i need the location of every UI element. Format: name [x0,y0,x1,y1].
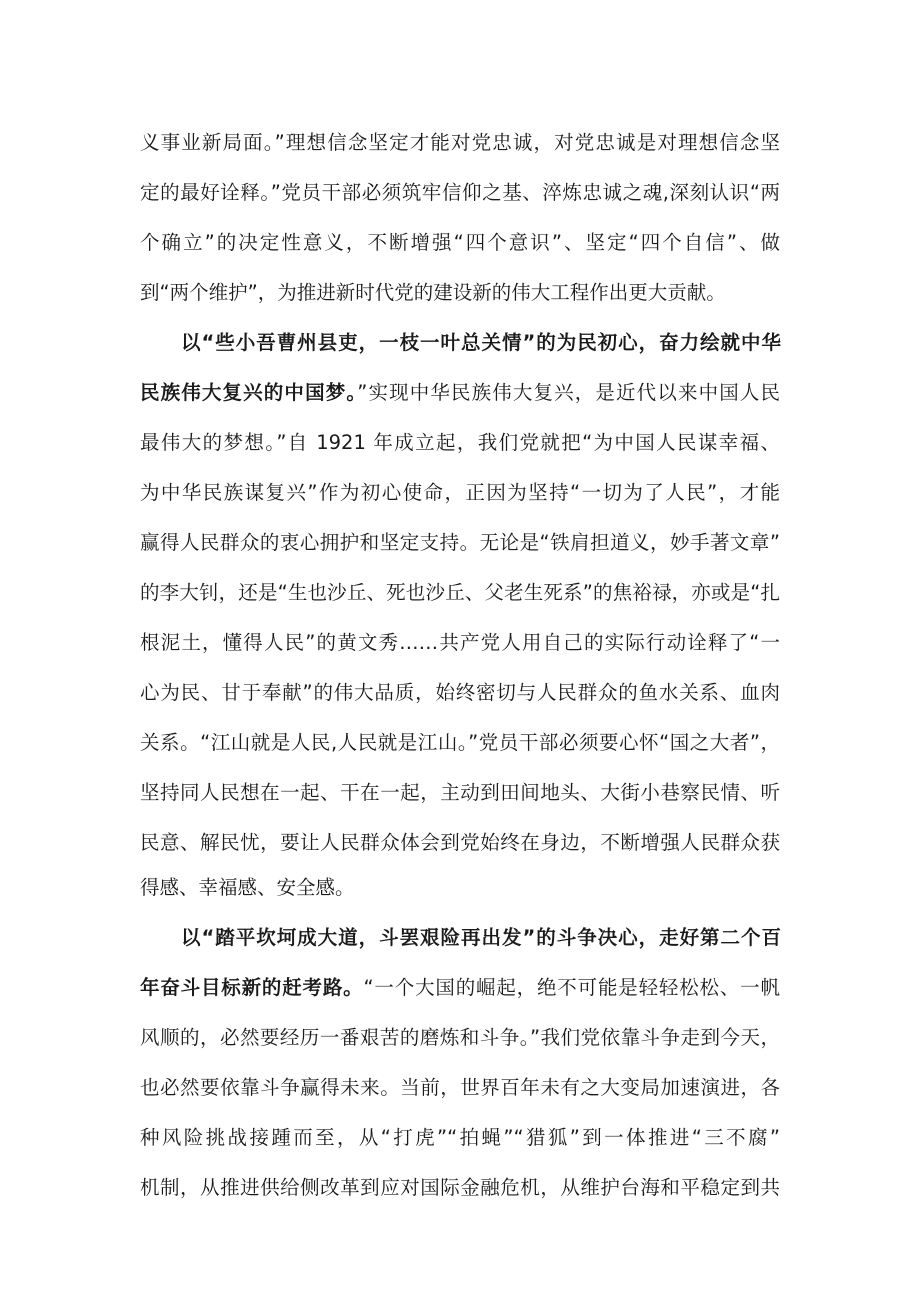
p2-line-3: 最伟大的梦想。”自 1921 年成立起，我们党就把“为中国人民谋幸福、 [140,431,780,454]
p2-line-7: 根泥土，懂得人民”的黄文秀……共产党人用自己的实际行动诠释了“一 [140,631,780,654]
p1-line-2: 定的最好诠释。”党员干部必须筑牢信仰之基、淬炼忠诚之魂,深刻认识“两 [140,181,780,204]
p2-line-6: 的李大钊，还是“生也沙丘、死也沙丘、父老生死系”的焦裕禄，亦或是“扎 [140,581,780,604]
p3-line-5: 种风险挑战接踵而至，从“打虎”“拍蝇”“猎狐”到一体推进“三不腐” [140,1126,780,1149]
p2-line-9: 关系。“江山就是人民,人民就是江山。”党员干部必须要心怀“国之大者”， [140,731,780,754]
p2-line-12: 得感、幸福感、安全感。 [140,876,355,899]
p2-line-2 [140,375,780,411]
p3-line-2 [140,970,780,1006]
p3-line-6: 机制，从推进供给侧改革到应对国际金融危机，从维护台海和平稳定到共 [140,1176,780,1199]
p2-heading-line-1: 以“些小吾曹州县吏，一枝一叶总关情”的为民初心，奋力绘就中华 [181,331,781,354]
p3-heading-line-1: 以“踏平坎坷成大道，斗罢艰险再出发”的斗争决心，走好第二个百 [181,926,781,949]
p3-heading-line-2: 年奋斗目标新的赶考路。 [140,976,364,999]
p2-line-4: 为中华民族谋复兴”作为初心使命，正因为坚持“一切为了人民”，才能 [140,481,780,504]
p2-line-5: 赢得人民群众的衷心拥护和坚定支持。无论是“铁肩担道义，妙手著文章” [140,531,780,554]
p1-line-3: 个确立”的决定性意义，不断增强“四个意识”、坚定“四个自信”、做 [140,231,780,254]
p3-line-4: 也必然要依靠斗争赢得未来。当前，世界百年未有之大变局加速演进，各 [140,1076,780,1099]
p2-line-10: 坚持同人民想在一起、干在一起，主动到田间地头、大街小巷察民情、听 [140,781,780,804]
p2-line-11: 民意、解民忧，要让人民群众体会到党始终在身边，不断增强人民群众获 [140,831,780,854]
p2-heading-line-2: 民族伟大复兴的中国梦。 [140,381,358,404]
p3-line-3: 风顺的，必然要经历一番艰苦的磨炼和斗争。”我们党依靠斗争走到今天， [140,1026,780,1049]
p2-line-8: 心为民、甘于奉献”的伟大品质，始终密切与人民群众的鱼水关系、血肉 [140,681,780,704]
p2-line-2-rest: ”实现中华民族伟大复兴，是近代以来中国人民 [357,381,780,404]
p3-line-2-rest: “一个大国的崛起，绝不可能是轻轻松松、一帆 [363,976,780,999]
p1-line-4: 到“两个维护”，为推进新时代党的建设新的伟大工程作出更大贡献。 [140,281,726,304]
p1-line-1: 义事业新局面。”理想信念坚定才能对党忠诚，对党忠诚是对理想信念坚 [140,131,780,154]
